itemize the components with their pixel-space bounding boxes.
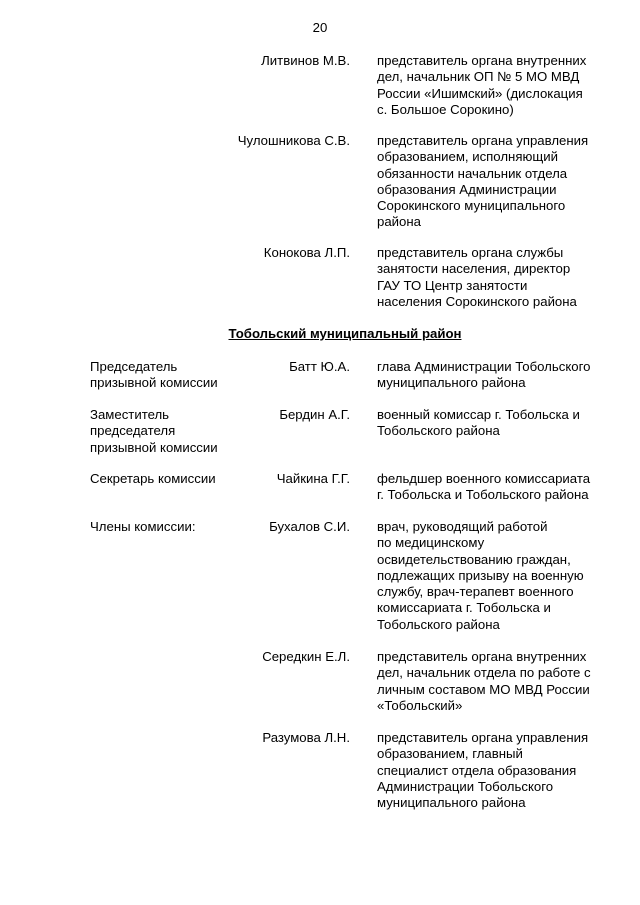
role-line: Председатель bbox=[90, 359, 178, 374]
description-line: представитель органа управления bbox=[377, 730, 589, 745]
description-line: военный комиссар г. Тобольска и bbox=[377, 407, 580, 422]
member-name: Конокова Л.П. bbox=[263, 245, 350, 260]
member-name: Разумова Л.Н. bbox=[262, 730, 350, 745]
role-line: призывной комиссии bbox=[90, 375, 218, 391]
member-description bbox=[377, 649, 617, 714]
description-line: представитель органа управления bbox=[377, 133, 589, 148]
description-line: специалист отдела образования bbox=[377, 762, 577, 778]
member-role bbox=[90, 471, 250, 487]
description-line: представитель органа внутренних bbox=[377, 53, 587, 68]
description-line: России «Ишимский» (дислокация bbox=[377, 85, 583, 101]
description-line: комиссариата г. Тобольска и bbox=[377, 600, 551, 616]
member-description bbox=[377, 471, 617, 504]
description-line: района bbox=[377, 214, 421, 230]
description-line: освидетельствованию граждан, bbox=[377, 551, 571, 567]
member-name: Бухалов С.И. bbox=[269, 519, 350, 534]
description-line: Тобольского района bbox=[377, 616, 500, 632]
description-line: Администрации Тобольского bbox=[377, 778, 554, 794]
role-line: Секретарь комиссии bbox=[90, 471, 216, 486]
member-description bbox=[377, 133, 617, 231]
member-role bbox=[90, 407, 250, 456]
member-description bbox=[377, 519, 617, 633]
role-line: председателя bbox=[90, 423, 176, 439]
description-line: представитель органа внутренних bbox=[377, 649, 587, 664]
page-number: 20 bbox=[312, 20, 328, 35]
description-line: дел, начальник отдела по работе с bbox=[377, 665, 591, 681]
member-name: Чайкина Г.Г. bbox=[276, 471, 350, 486]
description-line: г. Тобольска и Тобольского района bbox=[377, 487, 589, 503]
section-title: Тобольский муниципальный район bbox=[228, 326, 462, 341]
description-line: Сорокинского муниципального bbox=[377, 198, 566, 214]
description-line: службу, врач-терапевт военного bbox=[377, 584, 574, 600]
description-line: дел, начальник ОП № 5 МО МВД bbox=[377, 69, 580, 85]
member-name: Середкин Е.Л. bbox=[262, 649, 350, 664]
member-description bbox=[377, 53, 617, 118]
description-line: муниципального района bbox=[377, 795, 526, 811]
member-name: Чулошникова С.В. bbox=[237, 133, 350, 148]
description-line: с. Большое Сорокино) bbox=[377, 101, 514, 117]
description-line: «Тобольский» bbox=[377, 697, 463, 713]
description-line: представитель органа службы bbox=[377, 245, 564, 260]
description-line: ГАУ ТО Центр занятости bbox=[377, 277, 528, 293]
role-line: Заместитель bbox=[90, 407, 170, 422]
description-line: по медицинскому bbox=[377, 535, 485, 551]
member-role bbox=[90, 519, 250, 535]
role-line: призывной комиссии bbox=[90, 439, 218, 455]
description-line: образованием, исполняющий bbox=[377, 149, 558, 165]
member-description bbox=[377, 359, 617, 392]
description-line: фельдшер военного комиссариата bbox=[377, 471, 591, 486]
member-role bbox=[90, 359, 250, 392]
description-line: населения Сорокинского района bbox=[377, 293, 577, 309]
description-line: обязанности начальник отдела bbox=[377, 165, 568, 181]
description-line: врач, руководящий работой bbox=[377, 519, 548, 534]
member-description bbox=[377, 245, 617, 310]
description-line: личным составом МО МВД России bbox=[377, 681, 590, 697]
description-line: образованием, главный bbox=[377, 746, 523, 762]
role-line: Члены комиссии: bbox=[90, 519, 196, 534]
member-description bbox=[377, 407, 617, 440]
description-line: подлежащих призыву на военную bbox=[377, 567, 584, 583]
member-name: Литвинов М.В. bbox=[261, 53, 350, 68]
description-line: муниципального района bbox=[377, 375, 526, 391]
description-line: глава Администрации Тобольского bbox=[377, 359, 591, 374]
member-description bbox=[377, 730, 617, 811]
description-line: занятости населения, директор bbox=[377, 261, 571, 277]
description-line: Тобольского района bbox=[377, 423, 500, 439]
member-name: Бердин А.Г. bbox=[279, 407, 350, 422]
member-name: Батт Ю.А. bbox=[289, 359, 350, 374]
description-line: образования Администрации bbox=[377, 181, 557, 197]
